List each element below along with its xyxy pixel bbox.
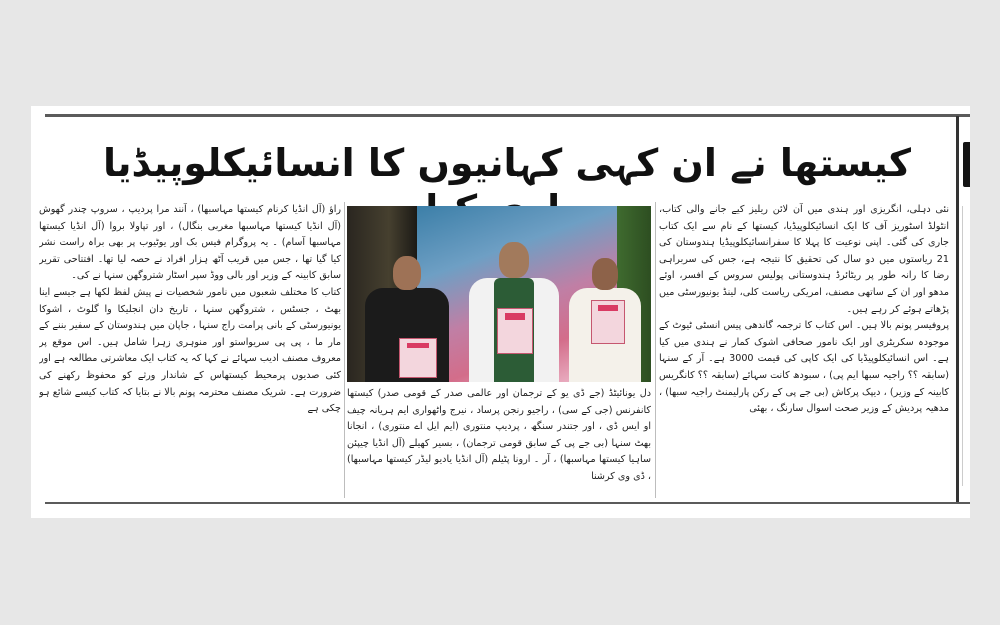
column-divider <box>956 116 959 502</box>
column-separator <box>344 202 345 498</box>
person-left <box>365 256 449 382</box>
book-cover <box>591 300 625 344</box>
paragraph: کتاب کا مختلف شعبوں میں نامور شخصیات نے پیش لفظ لکھا ہے جیسے اینا بھٹ ، جسٹس ، شتروگھن سنہا ، تاریخ دان انجلیکا وا گلوٹ ، اشوکا یونیورسٹی کے بانی پرامت راج سنہا ، جاپان میں ہندوستان کے سفیر بننے کے مار ما ، پی پی سریواستو اور منوہری زہرا شامل ہیں۔ اس موقع پر معروف مصنف ادیب سہائے نے کہا کہ یہ کتاب ایک معاشرتی مطالعہ ہے اور کئی صدیوں پرمحیط کیستھاس کے شاندار ورثے کو محفوظ رکھنے کی ضرورت ہے۔ شریک مصنف محترمہ پونم بالا نے بتایا کہ کتاب کیسے شائع ہو چکی ہے <box>39 286 341 415</box>
book-cover <box>399 338 437 378</box>
adjacent-column-fragment <box>962 206 970 486</box>
top-rule <box>45 114 970 117</box>
person-center <box>469 242 559 382</box>
event-photo <box>347 206 651 382</box>
newspaper-clipping <box>31 106 970 518</box>
article-column-right <box>659 202 949 498</box>
paragraph: پروفیسر پونم بالا ہیں۔ اس کتاب کا ترجمہ گاندھی پیس انسٹی ٹیوٹ کے موجودہ سکریٹری اور ایک نامور صحافی اشوک کمار نے ہندی میں کیا ہے۔ اس انسائیکلوپیڈیا کی ایک کاپی کی قیمت 3000 ہے۔ آر کے سنہا (سابقہ ؟؟ راجیہ سبھا ایم پی) ، سبودھ کانت سہائے (سابقہ ؟؟ کانگریس کابینہ کے وزیر) ، دیپک پرکاش (بی جے پی کے رکن پارلیمنٹ راجیہ سبھا) ، مدھیہ پردیش کے وزیر صحت اسوال سارنگ ، بھئی <box>659 320 949 415</box>
bottom-rule <box>45 502 970 504</box>
book-cover <box>497 308 533 354</box>
caption-text: دل یونائیٹڈ (جے ڈی یو کے ترجمان اور عالمی صدر کے قومی صدر) کیستھا کانفرنس (جی کے سی) ، راجیو رنجن پرساد ، نیرج واٹھواری ایم ہریانہ چیف او ایس ڈی ، اور جتندر سنگھ ، پردیپ منتوری (ایم ایل اے منتوری) ، انجانا بھٹ سنہا (بی جے پی کے سابق قومی ترجمان) ، بسیر کھیلے (آل انڈیا چیپئن ساہیا کیستھا مہاسبھا) ، آر ۔ ارونا پٹیلم (آل انڈیا یادیو لیڈر کیستھا مہاسبھا) ، ڈی وی کرشنا <box>347 388 651 482</box>
headline: کیستھا نے ان کہی کہانیوں کا انسائیکلوپیڈیا <box>102 141 912 185</box>
person-right <box>569 258 641 382</box>
paragraph: راؤ (آل انڈیا کرنام کیستھا مہاسبھا) ، آنند مرا پردیپ ، سروپ چندر گھوش (آل انڈیا کیستھا مہاسبھا مغربی بنگال) ، اور تپاولا بروا (آل انڈیا کیستھا مہاسبھا آسام) ۔ یہ پروگرام فیس بک اور یوٹیوب پر بھی براہ راست نشر کیا گیا تھا ، جس میں قریب آٹھ ہزار افراد نے حصہ لیا تھا۔ افتتاحی تقریر سابق کابینہ کے وزیر اور بالی ووڈ سپر اسٹار شتروگھن سنہا نے کی۔ <box>39 204 341 282</box>
paragraph: نئی دہلی، انگریزی اور ہندی میں آن لائن ریلیز کیے جانے والی کتاب، انٹولڈ اسٹوریز آف کا ایک انسائیکلوپیڈیا، کیستھا کے نام سے ایک کتاب جاری کی گئی۔ اپنی نوعیت کا پہلا کا سفرانسائیکلوپیڈیا ہندوستان کی 21 ریاستوں میں دو سال کی تحقیق کا نتیجہ ہے، جس کی سربراہی رضا کا رانہ طور پر ریٹائرڈ ہندوستانی پولیس سروس کے افسر، اوئے مدھو اور ان کے ساتھی مصنف، امریکی ریاست کلی، لینڈ یونیورسٹی میں پڑھاتے ہوئے کر رہے ہیں۔ <box>659 204 949 315</box>
adjacent-headline-fragment <box>963 142 970 187</box>
column-separator <box>655 202 656 498</box>
photo-caption <box>347 386 651 498</box>
article-column-left <box>39 202 341 498</box>
